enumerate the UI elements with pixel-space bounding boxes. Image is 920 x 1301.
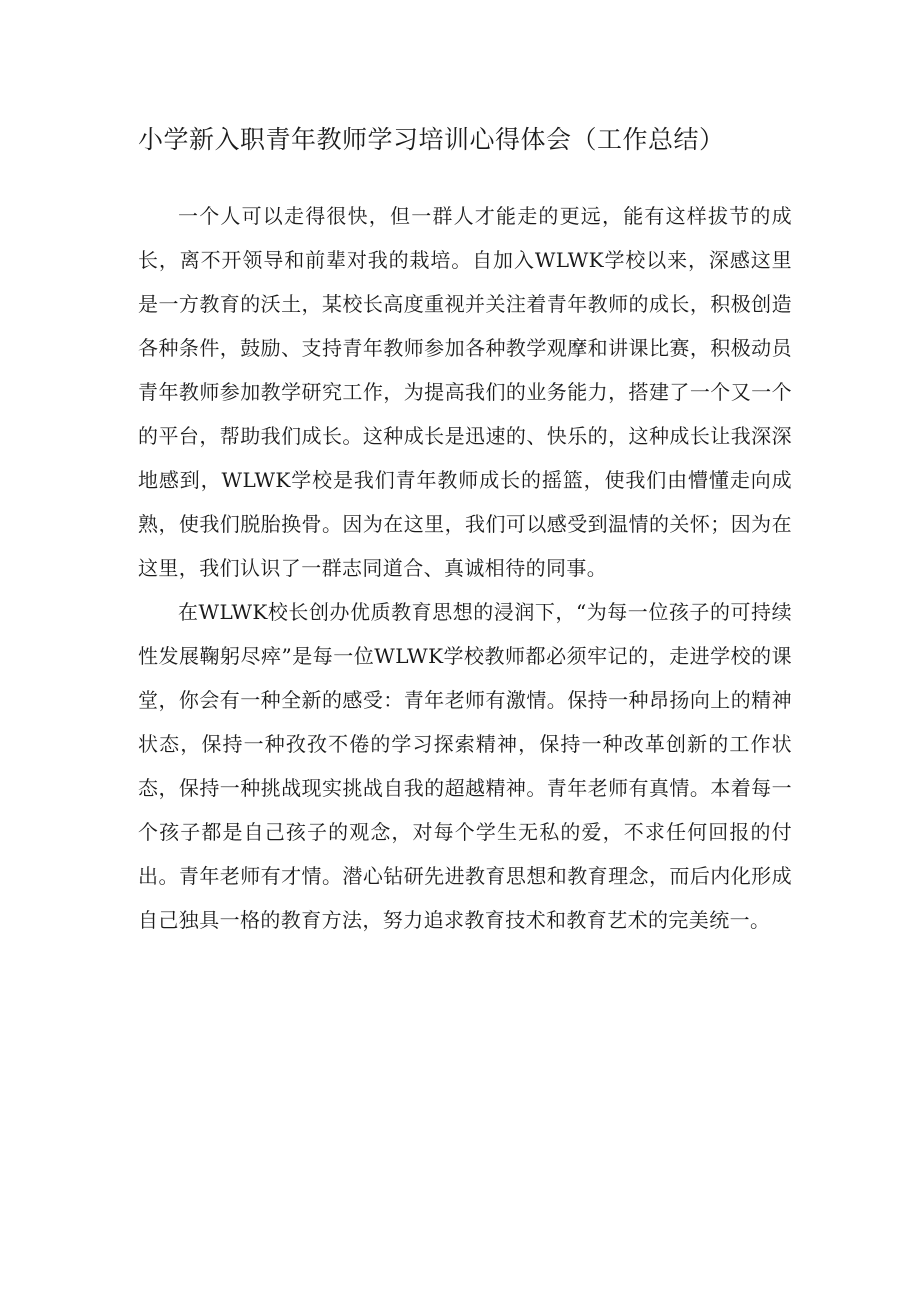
paragraph-1: 一个人可以走得很快，但一群人才能走的更远，能有这样拔节的成长，离不开领导和前辈对我的栽培。自加入WLWK学校以来，深感这里是一方教育的沃土，某校长高度重视并关注着青年教师的成长，积极创造各种条件，鼓励、支持青年教师参加各种教学观摩和讲课比赛，积极动员青年教师参加教学研究工作，为提高我们的业务能力，搭建了一个又一个的平台，帮助我们成长。这种成长是迅速的、快乐的，这种成长让我深深地感到，WLWK学校是我们青年教师成长的摇篮，使我们由懵懂走向成熟，使我们脱胎换骨。因为在这里，我们可以感受到温情的关怀；因为在这里，我们认识了一群志同道合、真诚相待的同事。 [138,204,792,580]
document-body [138,194,792,942]
page-title: 小学新入职青年教师学习培训心得体会（工作总结） [138,125,725,154]
paragraph-2: 在WLWK校长创办优质教育思想的浸润下，“为每一位孩子的可持续性发展鞠躬尽瘁”是每一位WLWK学校教师都必须牢记的，走进学校的课堂，你会有一种全新的感受：青年老师有激情。保持一种昂扬向上的精神状态，保持一种孜孜不倦的学习探索精神，保持一种改革创新的工作状态，保持一种挑战现实挑战自我的超越精神。青年老师有真情。本着每一个孩子都是自己孩子的观念，对每个学生无私的爱，不求任何回报的付出。青年老师有才情。潜心钻研先进教育思想和教育理念，而后内化形成自己独具一格的教育方法，努力追求教育技术和教育艺术的完美统一。 [138,600,792,932]
